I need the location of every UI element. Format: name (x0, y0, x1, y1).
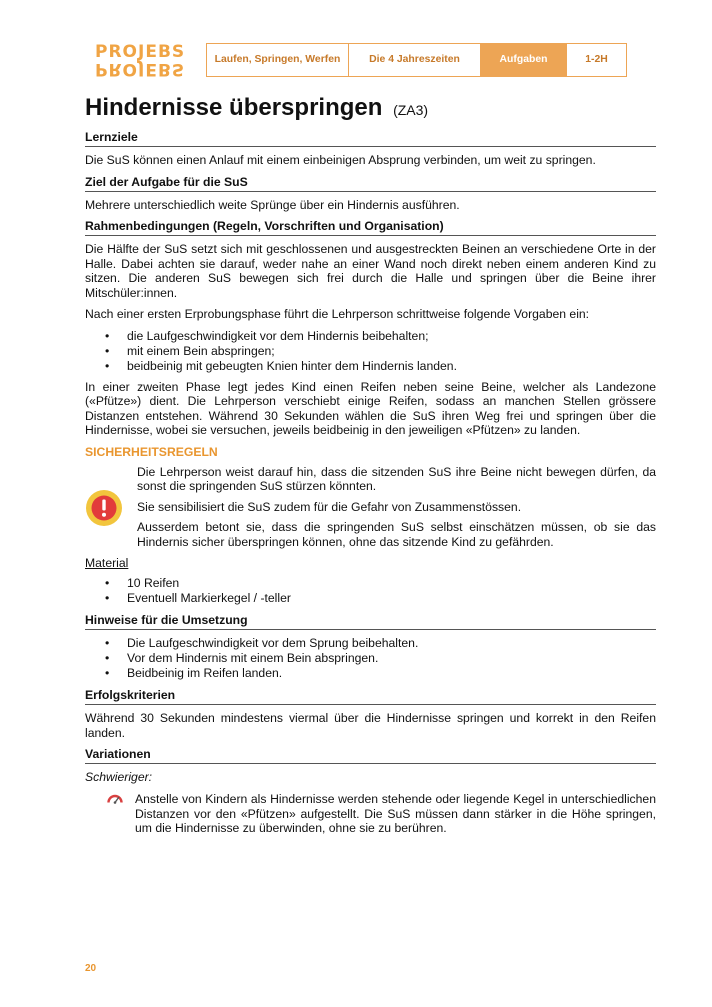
warning-exclamation-icon (85, 489, 123, 527)
list-item: • die Laufgeschwindigkeit vor dem Hindernis beibehalten; (85, 329, 656, 344)
rahmen-paragraph-3: In einer zweiten Phase legt jedes Kind einen Reifen neben seine Beine, welcher als Landezone («Pfütze») dient. Die Lehrperson verschiebt einige Reifen, sodass an manchen Stellen grössere Distanzen entstehen. Während 30 Sekunden wählen die SuS ihren Weg frei und springen über die Hindernisse, wobei sie versuchen, jeweils beidbeinig in den jeweiligen «Pfützen» zu landen. (85, 379, 656, 437)
rahmen-paragraph-2: Nach einer ersten Erprobungsphase führt die Lehrperson schrittweise folgende Vorgaben ein: (85, 307, 590, 321)
section-heading-lernziele: Lernziele (85, 130, 656, 147)
rahmen-paragraph-1: Die Hälfte der SuS setzt sich mit geschlossenen und ausgestreckten Beinen an verschiedene Orte in der Halle. Dabei achten sie darauf, weder nahe an einer Wand noch direkt neben einem anderen Kind zu sitzen. Die anderen SuS bewegen sich frei durch die Halle und springen über die Beine ihrer Mitschüler:innen. (85, 242, 656, 300)
variation-block (85, 792, 656, 836)
material-heading: Material (85, 556, 129, 570)
erfolg-text: Während 30 Sekunden mindestens viermal über die Hindernisse springen und korrekt in den Reifen landen. (85, 711, 656, 740)
list-item: • mit einem Bein abspringen; (85, 344, 656, 359)
projebs-logo (95, 44, 187, 78)
safety-paragraph-3: Ausserdem betont sie, dass die springenden SuS selbst einschätzen müssen, ob sie das Hindernis sicher überspringen können, ohne das sitzende Kind zu gefährden. (137, 520, 656, 549)
page-title (85, 94, 428, 122)
nav-tab-aufgaben[interactable]: Aufgaben (481, 44, 567, 76)
list-item: • beidbeinig mit gebeugten Knien hinter dem Hindernis landen. (85, 359, 656, 374)
hinweise-list (85, 636, 656, 681)
rahmen-list (85, 329, 656, 374)
logo-text-mirrored: PROJEBS (95, 59, 186, 79)
difficulty-gauge-icon (107, 792, 123, 804)
section-heading-erfolg: Erfolgskriterien (85, 688, 656, 705)
section-heading-rahmen: Rahmenbedingungen (Regeln, Vorschriften und Organisation) (85, 219, 656, 236)
safety-block (85, 465, 656, 550)
material-list (85, 576, 656, 606)
ziel-text: Mehrere unterschiedlich weite Sprünge über ein Hindernis ausführen. (85, 197, 460, 212)
page-number: 20 (85, 963, 97, 974)
list-item: • Die Laufgeschwindigkeit vor dem Sprung beibehalten. (85, 636, 656, 651)
title-main: Hindernisse überspringen (85, 94, 383, 121)
nav-tab-jahreszeiten[interactable]: Die 4 Jahreszeiten (349, 44, 481, 76)
list-item: • Eventuell Markierkegel / -teller (85, 591, 656, 606)
safety-paragraph-1: Die Lehrperson weist darauf hin, dass die sitzenden SuS ihre Beine nicht bewegen dürfen, da sonst die springenden SuS stürzen könnten. (137, 464, 656, 493)
title-code: (ZA3) (393, 102, 429, 118)
safety-heading: SICHERHEITSREGELN (85, 444, 218, 459)
nav-tab-level[interactable]: 1-2H (585, 54, 608, 65)
list-item: • 10 Reifen (85, 576, 656, 591)
section-heading-variationen: Variationen (85, 747, 656, 764)
variation-label: Schwieriger: (85, 770, 153, 784)
main-content (85, 130, 656, 843)
list-item: • Beidbeinig im Reifen landen. (85, 666, 656, 681)
lernziele-text: Die SuS können einen Anlauf mit einem einbeinigen Absprung verbinden, um weit zu springen. (85, 153, 596, 167)
safety-paragraph-2: Sie sensibilisiert die SuS zudem für die Gefahr von Zusammenstössen. (137, 499, 522, 514)
logo-text-top: PROJEBS (95, 42, 186, 62)
list-item: • Vor dem Hindernis mit einem Bein abspringen. (85, 651, 656, 666)
section-heading-ziel: Ziel der Aufgabe für die SuS (85, 175, 656, 192)
nav-tab-laufen[interactable]: Laufen, Springen, Werfen (207, 44, 349, 76)
breadcrumb-nav (206, 43, 627, 77)
section-heading-hinweise: Hinweise für die Umsetzung (85, 613, 656, 630)
variation-text: Anstelle von Kindern als Hindernisse werden stehende oder liegende Kegel in unterschiedlichen Distanzen vor den «Pfützen» aufgestellt. Die SuS müssen dann stärker in die Höhe springen, um die Hindernisse zu überwinden, ohne sie zu berühren. (135, 792, 656, 835)
